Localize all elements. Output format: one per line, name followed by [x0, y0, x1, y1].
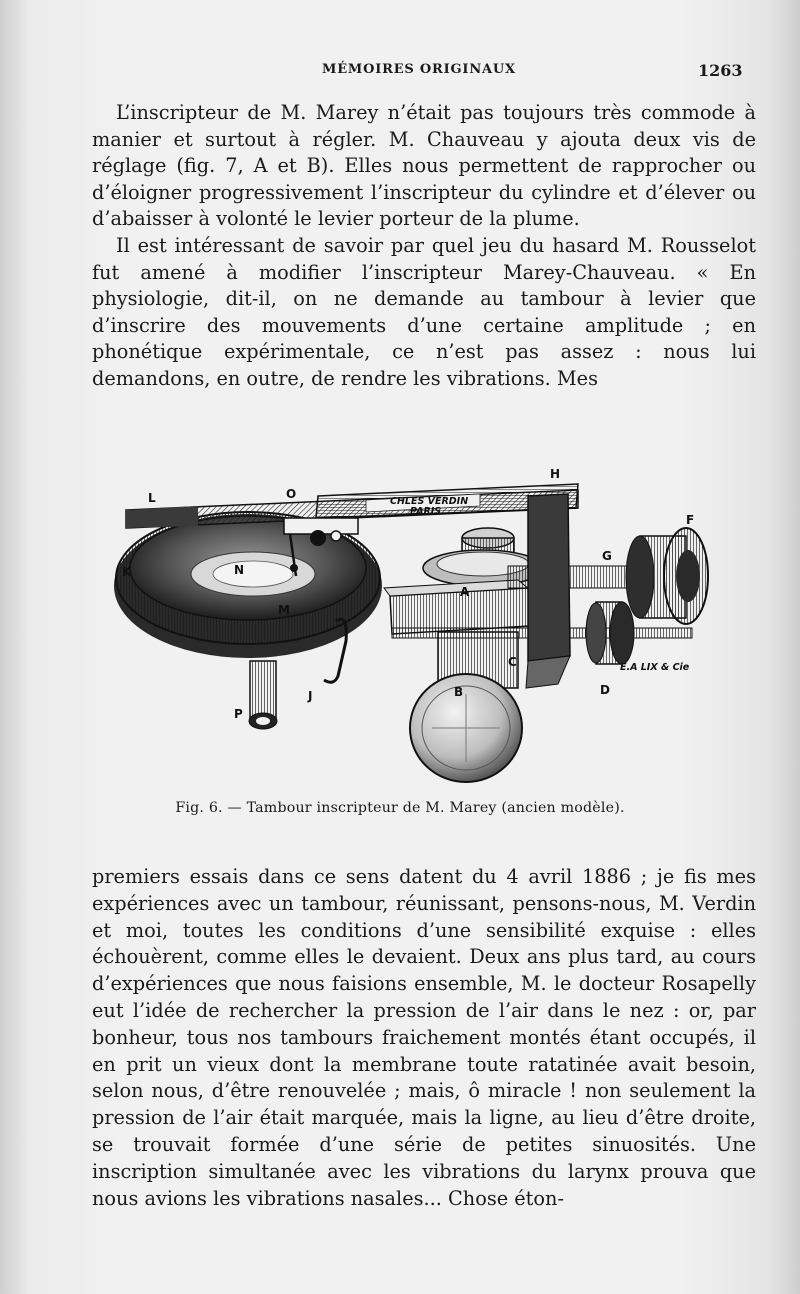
paragraph: premiers essais dans ce sens datent du 4 avril 1886 ; je fis mes expériences avec un tambour, réunissant, pensons-nous, M. Verdin et moi, toutes les conditions d’une sensibilité exquise : elles échouèrent, comme elles le devaient. Deux ans plus tard, au cours d’expériences que nous faisions ensemble, M. le docteur Rosapelly eut l’idée de rechercher la pression de l’air dans le nez : or, par bonheur, tous nos tambours fraichement montés étant occupés, il en prit un vieux dont la membrane toute ratatinée avait besoin, selon nous, d’être renouvelée ; mais, ô miracle ! non seulement la pression de l’air était marquée, mais la ligne, au lieu d’être droite, se trouvait formée d’une série de petites sinuosités. Une inscription simultanée avec les vibrations du larynx prouva que nous avions les vibrations nasales... Chose éton-	[92, 865, 756, 1210]
maker-plate-line2: PARIS	[410, 506, 442, 517]
label-A: A	[460, 585, 470, 599]
paragraph: L’inscripteur de M. Marey n’était pas toujours très commode à manier et surtout à régler. M. Chauveau y ajouta deux vis de réglage (fig. 7, A et B). Elles nous permettent de rapprocher ou d’éloigner progressivement l’inscripteur du cylindre et d’élever ou d’abaisser à volonté le levier porteur de la plume.	[92, 101, 756, 231]
label-M: M	[278, 603, 290, 617]
label-D: D	[600, 683, 610, 697]
label-O: O	[286, 487, 297, 501]
air-tube	[250, 661, 276, 721]
label-P: P	[234, 707, 243, 721]
label-C: C	[508, 655, 517, 669]
figure-caption: Fig. 6. — Tambour inscripteur de M. Marey (ancien modèle).	[175, 800, 625, 816]
label-K: K	[122, 565, 132, 579]
label-J: J	[308, 689, 313, 703]
bottom-text-block	[92, 864, 756, 1212]
paragraph: Il est intéressant de savoir par quel jeu du hasard M. Rousselot fut amené à modifier l’inscripteur Marey-Chauveau. « En physiologie, dit-il, on ne demande au tambour à levier que d’inscrire des mouvements d’une certaine amplitude ; en phonétique expérimentale, ce n’est pas assez : nous lui demandons, en outre, de rendre les vibrations. Mes	[92, 233, 756, 390]
label-N: N	[234, 563, 245, 577]
running-head	[0, 62, 800, 86]
label-H: H	[550, 467, 561, 481]
label-G: G	[602, 549, 612, 563]
label-L: L	[148, 491, 156, 505]
figure-tambour-illustration	[108, 456, 728, 786]
label-F: F	[686, 513, 695, 527]
label-B: B	[454, 685, 464, 699]
top-text-block	[92, 100, 756, 393]
tambour-engraving	[108, 456, 728, 786]
engraver-signature: E.A LIX & Cie	[620, 662, 690, 673]
page-number: 1263	[698, 61, 743, 80]
maker-plate-line1: CHLES VERDIN	[390, 496, 469, 507]
running-title: MÉMOIRES ORIGINAUX	[322, 62, 516, 77]
right-bracket	[528, 494, 570, 661]
